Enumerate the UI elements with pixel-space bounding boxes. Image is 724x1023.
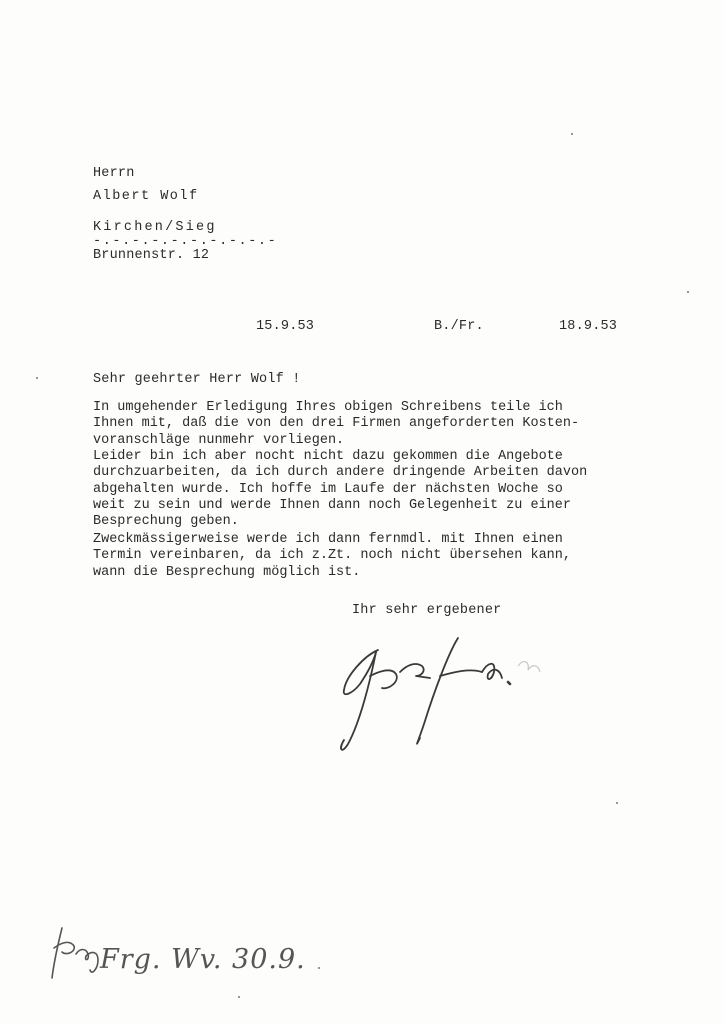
paragraph-3-line: wann die Besprechung möglich ist.	[93, 564, 361, 580]
signature	[330, 632, 550, 762]
reference-your-date: 15.9.53	[256, 319, 315, 334]
reference-date: 18.9.53	[559, 319, 618, 334]
paragraph-2-line: Besprechung geben.	[93, 514, 239, 530]
recipient-city: Kirchen/Sieg	[93, 220, 217, 235]
paper-speck	[687, 291, 689, 293]
paragraph-2-line: abgehalten wurde. Ich hoffe im Laufe der nächsten Woche so	[93, 481, 563, 497]
reference-initials: B./Fr.	[434, 319, 484, 334]
paper-speck	[571, 133, 573, 135]
paragraph-2-line: weit zu sein und werde Ihnen dann noch Gelegenheit zu einer	[93, 497, 571, 513]
greeting: Sehr geehrter Herr Wolf !	[93, 372, 301, 387]
paragraph-1-line: Ihnen mit, daß die von den drei Firmen angeforderten Kosten-	[93, 416, 580, 432]
paragraph-1-line: In umgehender Erledigung Ihres obigen Schreibens teile ich	[93, 400, 563, 415]
recipient-street: Brunnenstr. 12	[93, 248, 210, 263]
paper-speck	[238, 996, 240, 998]
closing: Ihr sehr ergebener	[352, 603, 502, 618]
paragraph-2-line: durchzuarbeiten, da ich durch andere dringende Arbeiten davon	[93, 465, 588, 481]
city-underline: -.-.-.-.-.-.-.-.-.-	[93, 234, 278, 249]
recipient-name: Albert Wolf	[93, 189, 199, 204]
paragraph-3	[93, 532, 653, 581]
handwritten-note: Frg. Wv. 30.9.	[100, 944, 306, 975]
recipient-salutation: Herrn	[93, 166, 135, 181]
paragraph-2	[93, 449, 653, 530]
paragraph-1-line: voranschläge nunmehr vorliegen.	[93, 432, 345, 448]
paragraph-3-line: Termin vereinbaren, da ich z.Zt. noch nicht übersehen kann,	[93, 548, 571, 564]
paragraph-2-line: Leider bin ich aber nocht nicht dazu gekommen die Angebote	[93, 449, 563, 464]
paragraph-1	[93, 400, 653, 449]
paragraph-3-line: Zweckmässigerweise werde ich dann fernmdl. mit Ihnen einen	[93, 532, 563, 547]
paper-speck	[318, 967, 320, 969]
paper-speck	[36, 377, 38, 379]
paper-speck	[616, 802, 618, 804]
